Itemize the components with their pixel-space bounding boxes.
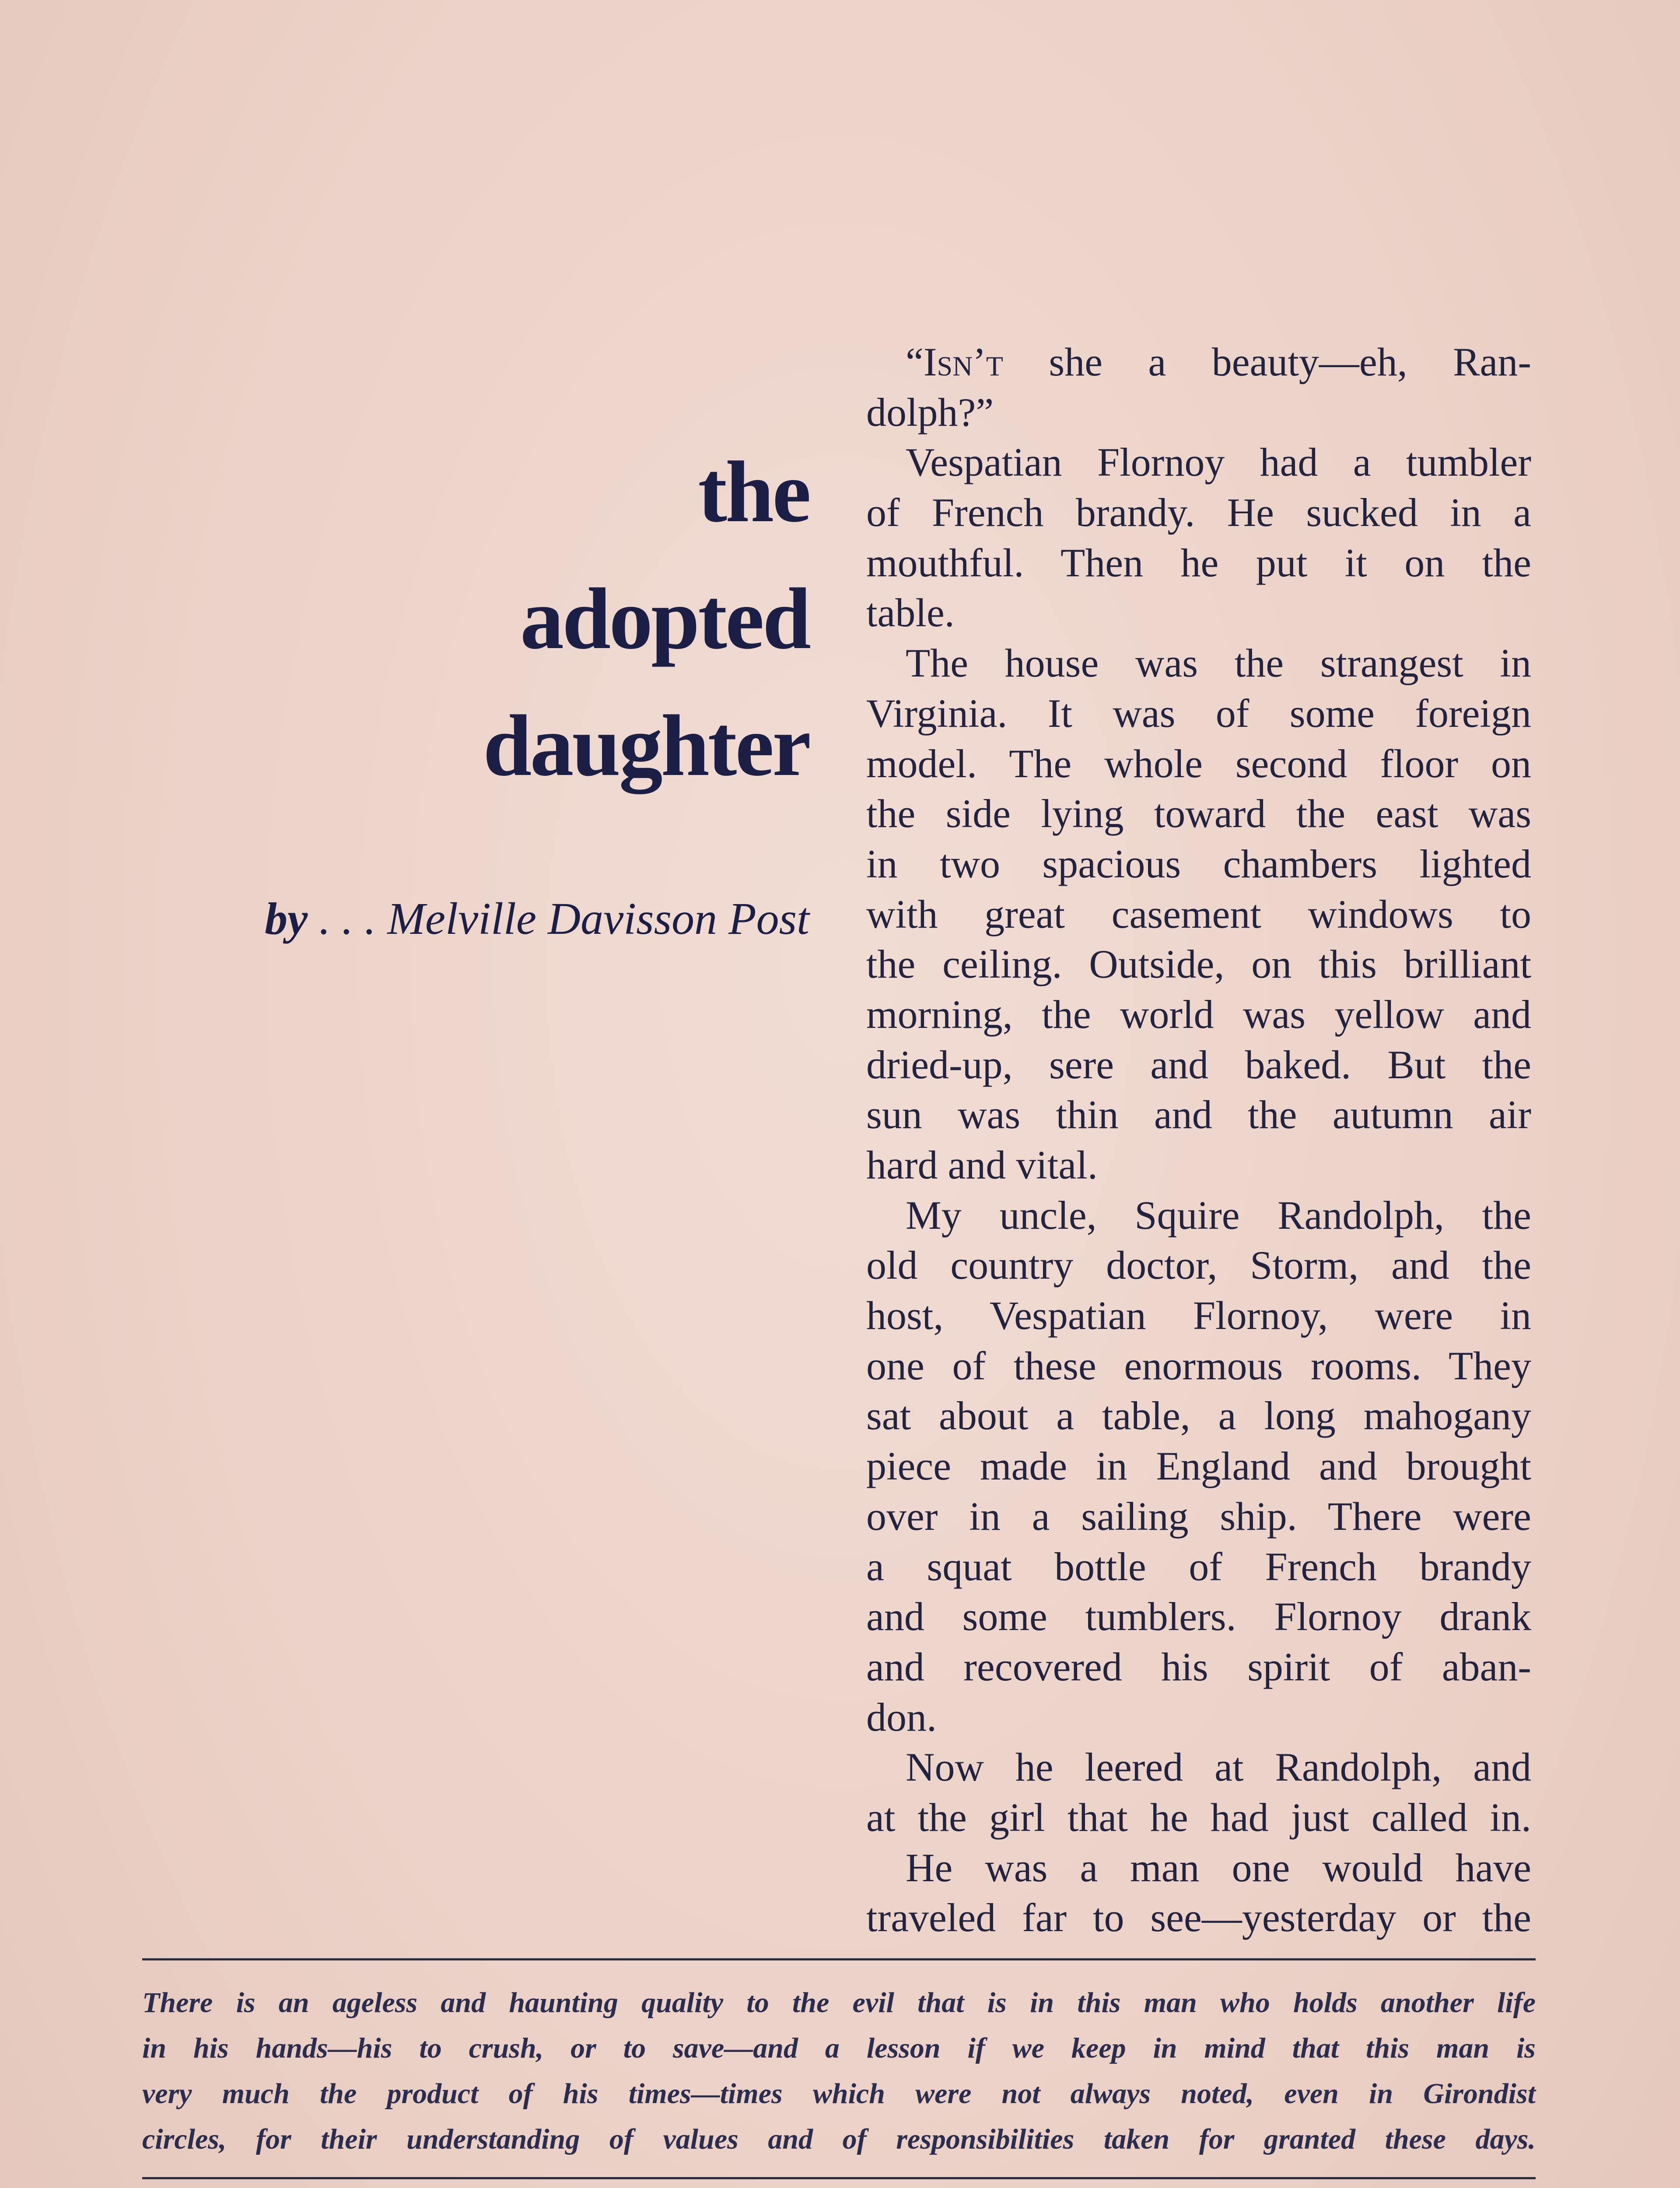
body-line: over in a sailing ship. There were: [866, 1494, 1531, 1539]
top-rule: [142, 1958, 1536, 1960]
body-line: don.: [866, 1694, 937, 1739]
body-line: with great casement windows to: [866, 891, 1531, 936]
byline-dots: . . .: [308, 894, 388, 944]
title-line-3: daughter: [483, 698, 809, 794]
body-line: dried-up, sere and baked. But the: [866, 1042, 1531, 1087]
bottom-rule: [142, 2177, 1536, 2179]
body-line: morning, the world was yellow and: [866, 992, 1531, 1037]
body-line: traveled far to see—yesterday or the: [866, 1895, 1531, 1940]
intro-line-4: circles, for their understanding of values and of responsibilities taken for granted these days.: [142, 2123, 1536, 2155]
body-line: at the girl that he had just called in.: [866, 1795, 1531, 1840]
title-line-1: the: [698, 444, 809, 540]
body-line: He was a man one would have: [906, 1845, 1531, 1890]
body-line: sun was thin and the autumn air: [866, 1092, 1531, 1137]
body-line: of French brandy. He sucked in a: [866, 490, 1531, 535]
byline-by: by: [265, 894, 308, 944]
body-line: host, Vespatian Flornoy, were in: [866, 1293, 1531, 1338]
story-body-column: [866, 337, 1531, 1943]
body-line: dolph?”: [866, 389, 994, 435]
body-line: model. The whole second floor on: [866, 741, 1531, 786]
body-line: and some tumblers. Flornoy drank: [866, 1594, 1531, 1639]
body-line: the ceiling. Outside, on this brilliant: [866, 942, 1531, 987]
body-line: The house was the strangest in: [906, 641, 1531, 686]
body-line: “Isn’t she a beauty—eh, Ran-: [906, 340, 1531, 384]
author-byline: [140, 893, 809, 945]
body-line: mouthful. Then he put it on the: [866, 540, 1531, 585]
intro-line-1: There is an ageless and haunting quality to the evil that is in this man who holds another life: [142, 1987, 1536, 2019]
body-line: Virginia. It was of some foreign: [866, 691, 1531, 736]
body-line: and recovered his spirit of aban-: [866, 1644, 1531, 1689]
body-line: hard and vital.: [866, 1143, 1098, 1187]
body-line: Vespatian Flornoy had a tumbler: [906, 440, 1531, 485]
story-title: [394, 429, 809, 810]
body-line: Now he leered at Randolph, and: [906, 1745, 1531, 1790]
body-line: My uncle, Squire Randolph, the: [906, 1192, 1531, 1238]
body-line: one of these enormous rooms. They: [866, 1343, 1531, 1388]
body-line: sat about a table, a long mahogany: [866, 1393, 1531, 1438]
body-line: table.: [866, 590, 955, 635]
body-line: a squat bottle of French brandy: [866, 1544, 1531, 1589]
intro-line-2: in his hands—his to crush, or to save—and a lesson if we keep in mind that this man is: [142, 2032, 1536, 2064]
body-line: the side lying toward the east was: [866, 791, 1531, 836]
byline-author: Melville Davisson Post: [387, 894, 809, 944]
body-line: piece made in England and brought: [866, 1444, 1531, 1489]
body-line: in two spacious chambers lighted: [866, 841, 1531, 886]
intro-line-3: very much the product of his times—times which were not always noted, even in Girondist: [142, 2078, 1536, 2110]
title-line-2: adopted: [520, 571, 809, 667]
body-line: old country doctor, Storm, and the: [866, 1243, 1531, 1288]
intro-blurb: [142, 1980, 1536, 2162]
